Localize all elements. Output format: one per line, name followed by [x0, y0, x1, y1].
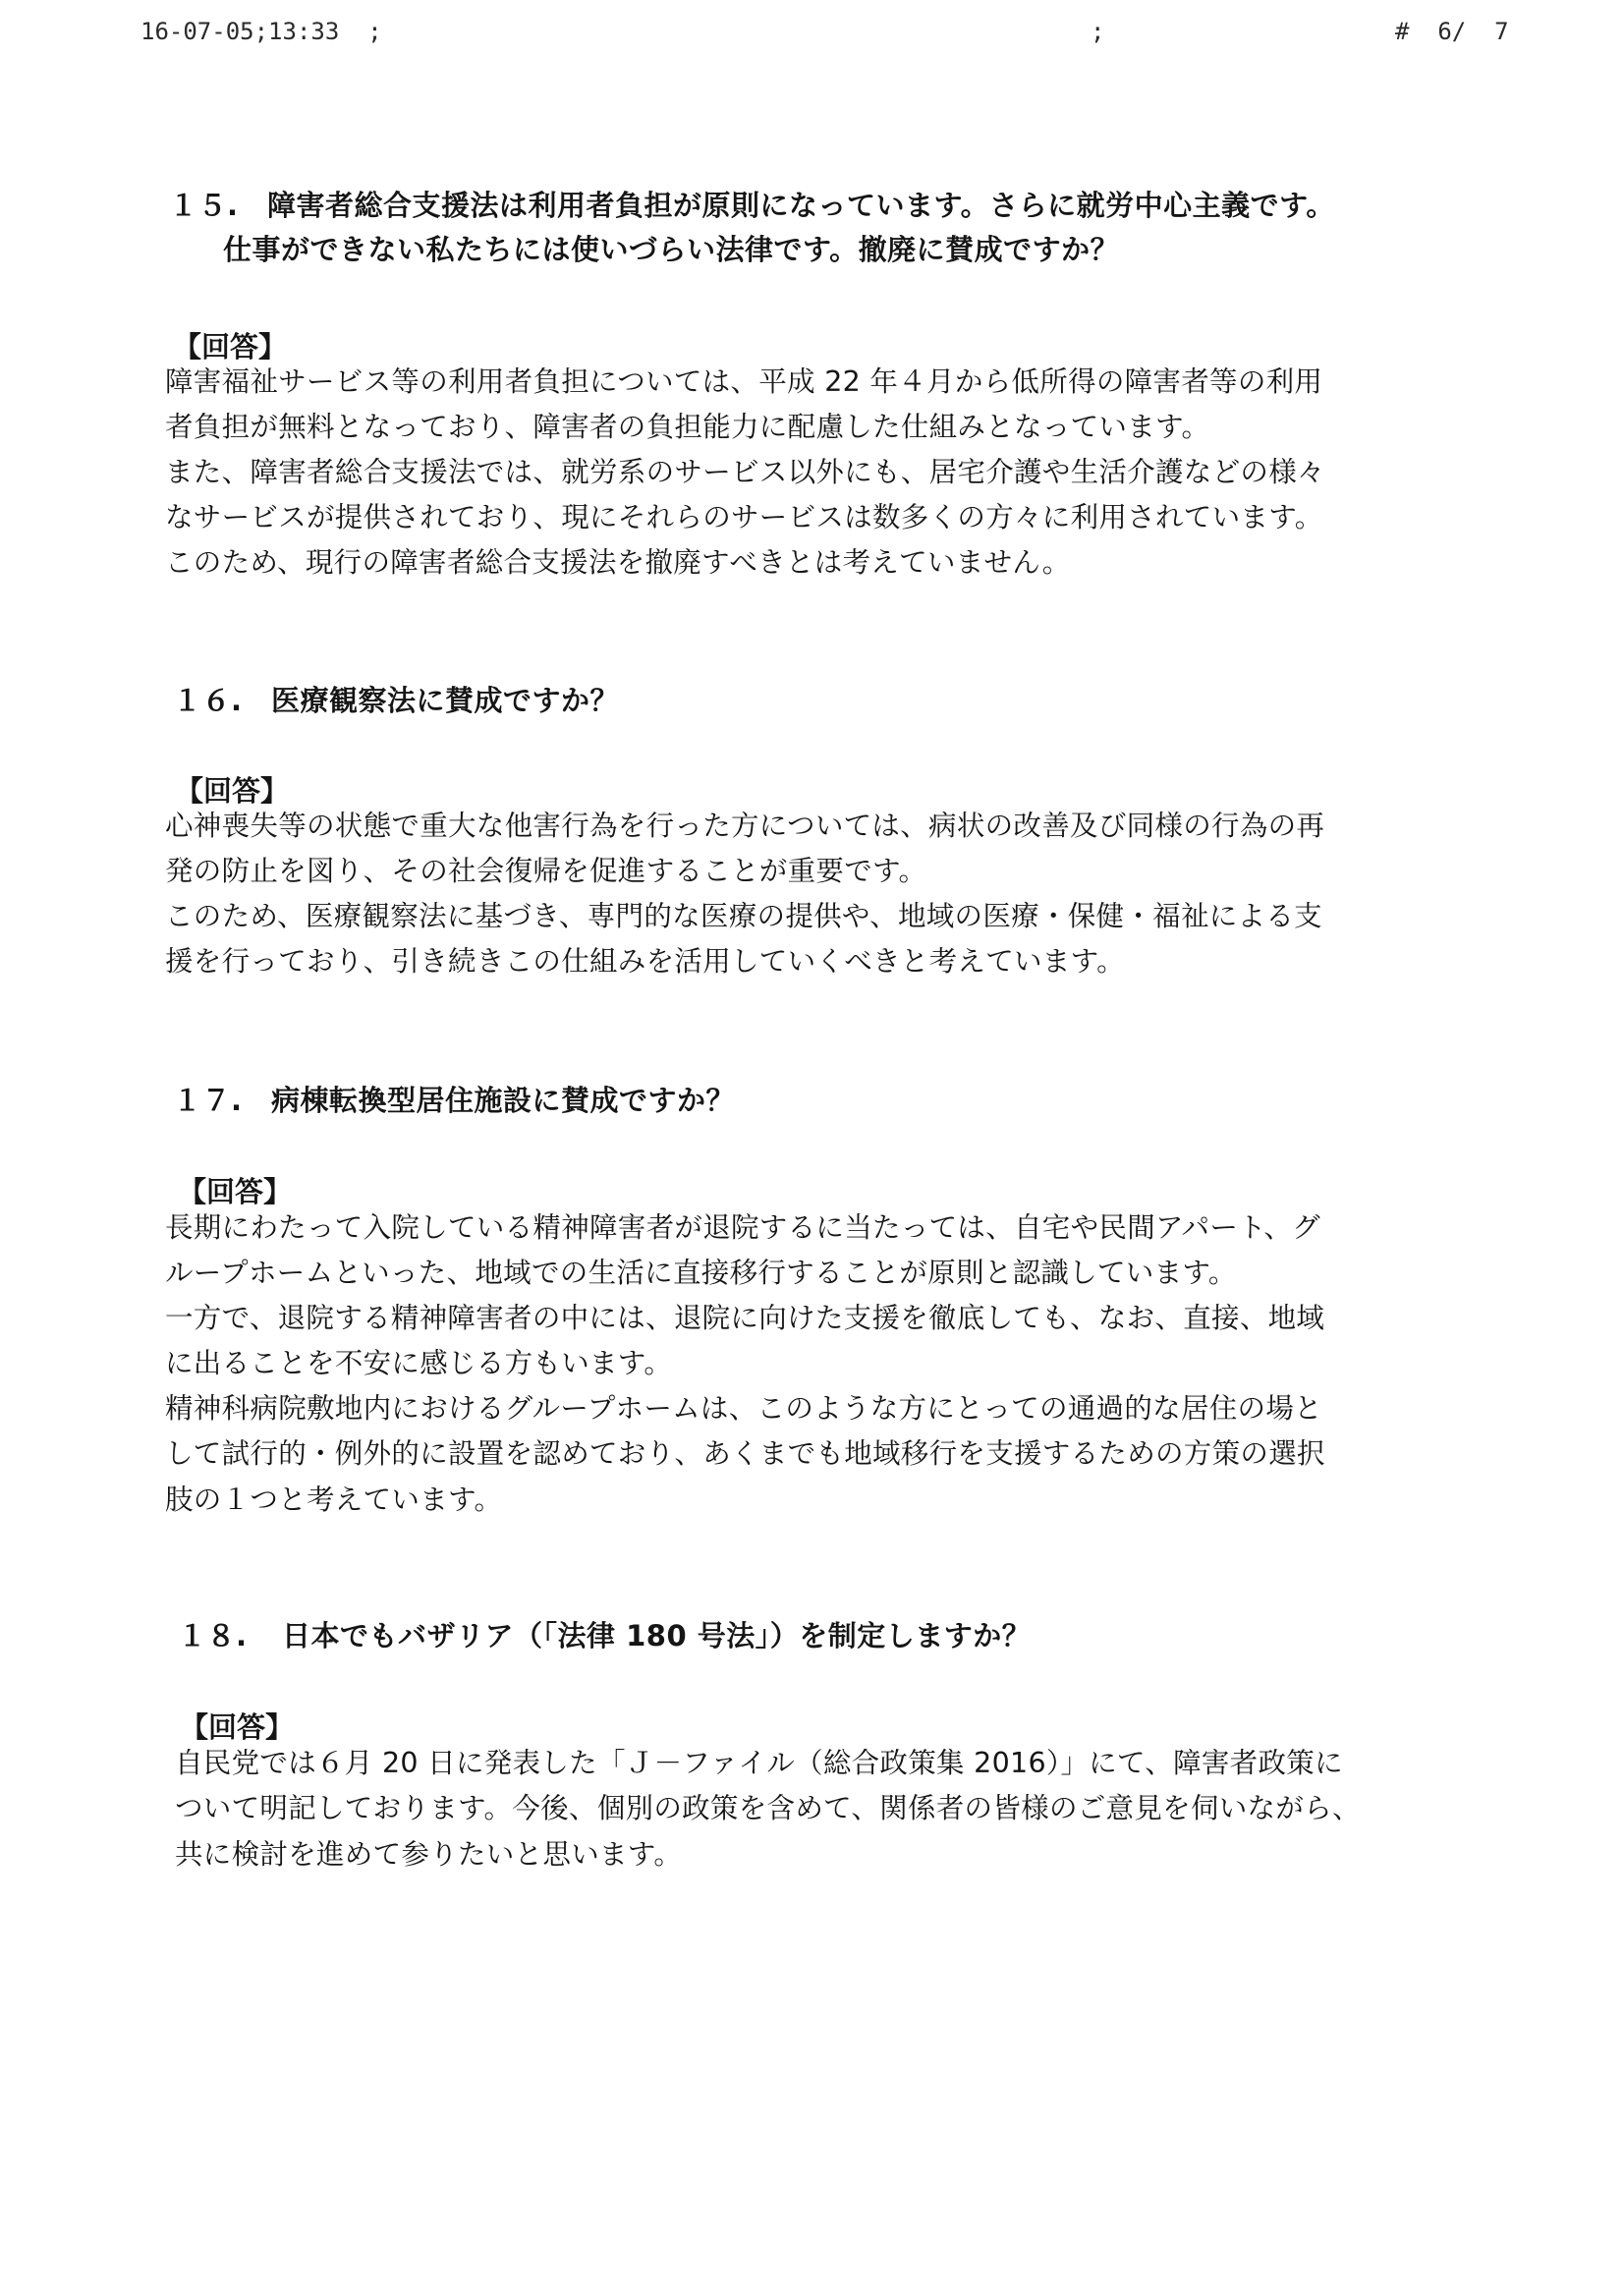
answer-label: 【回答】	[178, 1175, 293, 1208]
question-text: 病棟転換型居住施設に賛成ですか？	[271, 1084, 736, 1117]
answer-line: 肢の１つと考えています。	[165, 1484, 503, 1516]
answer-line: 精神科病院敷地内におけるグループホームは、このような方にとっての通過的な居住の場と	[165, 1392, 1322, 1425]
answer-line: また、障害者総合支援法では、就労系のサービス以外にも、居宅介護や生活介護などの様々	[165, 456, 1325, 488]
question-number: １５.	[169, 189, 239, 222]
answer-line: 援を行っており、引き続きこの仕組みを活用していくべきと考えています。	[165, 945, 1125, 978]
question-number: １６.	[173, 684, 243, 717]
answer-line: 自民党では６月 20 日に発表した「Ｊ－ファイル（総合政策集 2016）」にて、障害者政策に	[175, 1747, 1343, 1779]
answer-line: なサービスが提供されており、現にそれらのサービスは数多くの方々に利用されています。	[165, 501, 1323, 533]
answer-line: 障害福祉サービス等の利用者負担については、平成 22 年４月から低所得の障害者等の利用	[165, 365, 1323, 398]
question-heading	[173, 1081, 735, 1120]
answer-line: に出ることを不安に感じる方もいます。	[165, 1347, 673, 1379]
answer-line: ループホームといった、地域での生活に直接移行することが原則と認識しています。	[165, 1257, 1237, 1289]
answer-line: 一方で、退院する精神障害者の中には、退院に向けた支援を徹底しても、なお、直接、地域	[165, 1302, 1325, 1334]
answer-line: 心神喪失等の状態で重大な他害行為を行った方については、病状の改善及び同様の行為の再	[165, 810, 1325, 842]
answer-line: 長期にわたって入院している精神障害者が退院するに当たっては、自宅や民間アパート、グ	[165, 1211, 1320, 1244]
question-heading	[169, 186, 1335, 225]
question-heading	[178, 1616, 1031, 1655]
answer-line: 共に検討を進めて参りたいと思います。	[175, 1838, 683, 1871]
question-text: 仕事ができない私たちには使いづらい法律です。撤廃に賛成ですか？	[223, 233, 1120, 266]
question-text: 障害者総合支援法は利用者負担が原則になっています。さらに就労中心主義です。	[267, 189, 1335, 222]
answer-label: 【回答】	[180, 1710, 295, 1744]
answer-line: ついて明記しております。今後、個別の政策を含めて、関係者の皆様のご意見を伺いながら、	[175, 1792, 1361, 1824]
answer-line: このため、現行の障害者総合支援法を撤廃すべきとは考えていません。	[165, 546, 1071, 579]
question-text: 日本でもバザリア（「法律 180 号法」）を制定しますか？	[282, 1619, 1032, 1652]
answer-line: 者負担が無料となっており、障害者の負担能力に配慮した仕組みとなっています。	[165, 411, 1210, 443]
answer-line: 発の防止を図り、その社会復帰を促進することが重要です。	[165, 855, 927, 887]
fax-page-number: # 6/ 7	[1395, 18, 1509, 45]
question-text: 医療観察法に賛成ですか？	[271, 684, 620, 717]
question-number: １８.	[178, 1619, 248, 1652]
answer-label: 【回答】	[175, 774, 290, 808]
answer-line: このため、医療観察法に基づき、専門的な医療の提供や、地域の医療・保健・福祉による支	[165, 900, 1322, 932]
fax-separator: ;	[1091, 18, 1105, 45]
question-heading	[173, 681, 619, 720]
answer-label: 【回答】	[173, 330, 288, 364]
answer-line: して試行的・例外的に設置を認めており、あくまでも地域移行を支援するための方策の選択	[165, 1437, 1325, 1470]
question-number: １７.	[173, 1084, 243, 1117]
fax-timestamp: 16-07-05;13:33 ;	[140, 18, 382, 45]
